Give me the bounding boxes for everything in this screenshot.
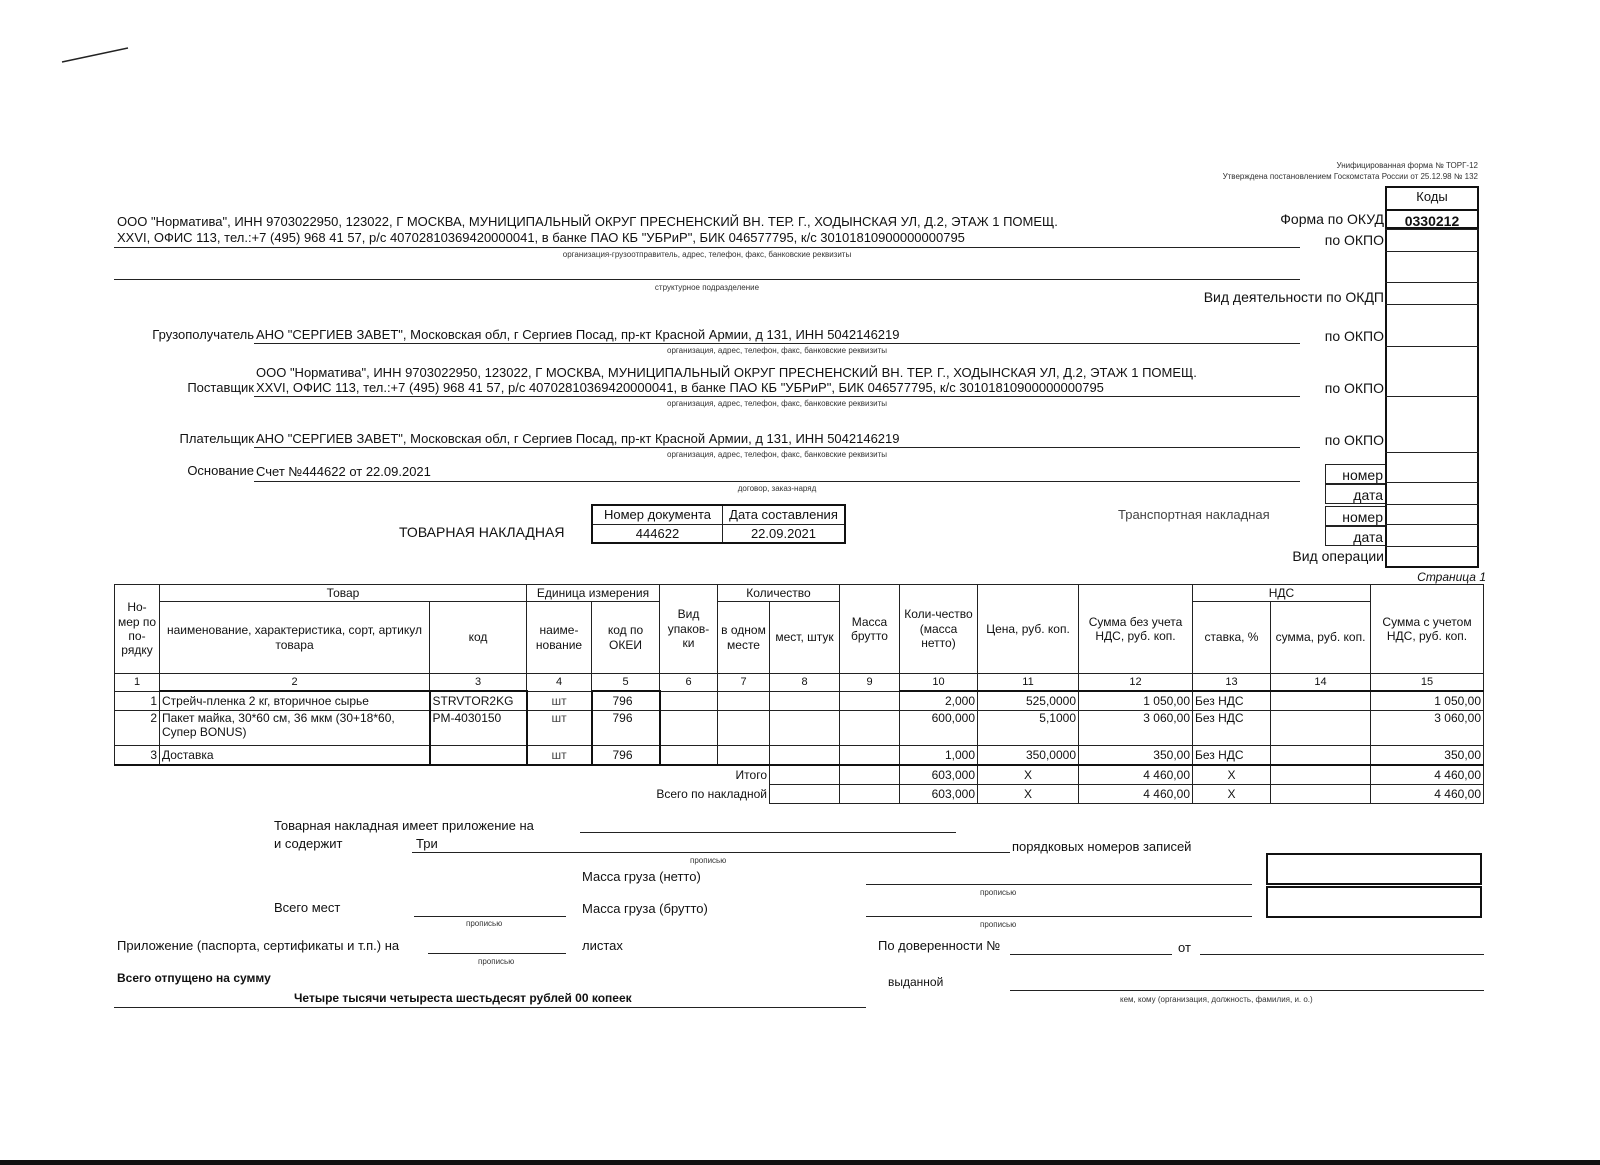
- row-places: [770, 746, 840, 766]
- row-gross: [840, 746, 900, 766]
- gross-mass-box: [1266, 886, 1482, 918]
- contains-value: Три: [416, 836, 438, 851]
- payer-value: АНО "СЕРГИЕВ ЗАВЕТ", Московская обл, г Сергиев Посад, пр-кт Красной Армии, д 131, ИНН 5042146219: [256, 431, 900, 446]
- col-num: 9: [840, 674, 900, 692]
- row-pack: [660, 711, 718, 746]
- code-cell-okdp: [1385, 282, 1479, 304]
- itogo-row: [115, 765, 1484, 785]
- col-num: 13: [1193, 674, 1271, 692]
- basis-underline: [254, 481, 1300, 482]
- row-name: Доставка: [160, 746, 430, 766]
- h-price: Цена, руб. коп.: [978, 585, 1079, 674]
- form-approval: Утверждена постановлением Госкомстата России от 25.12.98 № 132: [1222, 172, 1478, 181]
- col-num: 3: [430, 674, 527, 692]
- row-name: Стрейч-пленка 2 кг, вторичное сырье: [160, 691, 430, 711]
- col-num: 10: [900, 674, 978, 692]
- col-num: 12: [1079, 674, 1193, 692]
- row-vat-sum: [1271, 691, 1371, 711]
- col-num: 11: [978, 674, 1079, 692]
- h-tovar: Товар: [160, 585, 527, 602]
- transport-label: Транспортная накладная: [1118, 507, 1270, 522]
- doc-number-header: Номер документа: [593, 506, 723, 525]
- consignee-value: АНО "СЕРГИЕВ ЗАВЕТ", Московская обл, г Сергиев Посад, пр-кт Красной Армии, д 131, ИНН 5042146219: [256, 327, 900, 342]
- pen-mark: [58, 42, 132, 66]
- itogo-rate: X: [1193, 765, 1271, 785]
- okud-label: Форма по ОКУД: [1280, 211, 1384, 227]
- goods-table: [114, 584, 1484, 804]
- attachment-label: Товарная накладная имеет приложение на: [274, 818, 534, 833]
- okpo-label-payer: по ОКПО: [1324, 432, 1384, 448]
- row-num: 3: [115, 746, 160, 766]
- supplier-underline: [254, 396, 1300, 397]
- okud-value: 0330212: [1385, 209, 1479, 229]
- okpo-label-shipper: по ОКПО: [1324, 232, 1384, 248]
- code-cell-operation: [1385, 546, 1479, 568]
- payer-label: Плательщик: [179, 431, 254, 446]
- col-num: 4: [527, 674, 592, 692]
- row-total: 1 050,00: [1371, 691, 1484, 711]
- h-vat: НДС: [1193, 585, 1371, 602]
- vsego-sum: 4 460,00: [1079, 785, 1193, 804]
- h-name: наименование, характеристика, сорт, артикул товара: [160, 602, 430, 674]
- h-one-place: в одном месте: [718, 602, 770, 674]
- row-unit: шт: [527, 711, 592, 746]
- form-name: Унифицированная форма № ТОРГ-12: [1336, 161, 1478, 170]
- itogo-price: X: [978, 765, 1079, 785]
- table-row: [115, 711, 1484, 746]
- itogo-places: [770, 765, 840, 785]
- places-label: Всего мест: [274, 900, 341, 915]
- basis-label: Основание: [187, 463, 254, 478]
- h-code: код: [430, 602, 527, 674]
- row-unit: шт: [527, 691, 592, 711]
- code-cell-nomer2: [1385, 504, 1479, 524]
- row-sum: 3 060,00: [1079, 711, 1193, 746]
- contains-hint: прописью: [690, 856, 727, 865]
- itogo-gross: [840, 765, 900, 785]
- supplier-line2: XXVI, ОФИС 113, тел.:+7 (495) 968 41 57, р/с 40702810369420000041, в банке ПАО КБ "УБРиР", БИК 046577795, к/с 30101810900000000795: [256, 380, 1104, 395]
- col-num: 6: [660, 674, 718, 692]
- doc-date: 22.09.2021: [750, 526, 817, 541]
- row-vat-sum: [1271, 711, 1371, 746]
- col-num: 8: [770, 674, 840, 692]
- h-qty: Количество: [718, 585, 840, 602]
- code-cell-nomer1: [1385, 452, 1479, 482]
- h-gross: Масса брутто: [840, 585, 900, 674]
- row-okei: 796: [592, 691, 660, 711]
- code-cell-okpo-consignee: [1385, 304, 1479, 346]
- row-num: 1: [115, 691, 160, 711]
- scan-bottom-edge: [0, 1160, 1600, 1165]
- row-one: [718, 691, 770, 711]
- payer-underline: [254, 447, 1300, 448]
- row-code: STRVTOR2KG: [430, 691, 527, 711]
- code-cell-blank: [1385, 251, 1479, 282]
- h-okei: код по ОКЕИ: [592, 602, 660, 674]
- row-price: 525,0000: [978, 691, 1079, 711]
- h-places: мест, штук: [770, 602, 840, 674]
- itogo-total: 4 460,00: [1371, 765, 1484, 785]
- col-num: 14: [1271, 674, 1371, 692]
- h-sum-no-vat: Сумма без учета НДС, руб. коп.: [1079, 585, 1193, 674]
- document-number-box: [591, 504, 846, 544]
- row-places: [770, 691, 840, 711]
- row-total: 3 060,00: [1371, 711, 1484, 746]
- h-rate: ставка, %: [1193, 602, 1271, 674]
- subdivision-hint: структурное подразделение: [654, 283, 760, 292]
- row-rate: Без НДС: [1193, 691, 1271, 711]
- data-box-1: дата: [1325, 484, 1385, 504]
- from-label: от: [1178, 940, 1191, 955]
- vsego-total: 4 460,00: [1371, 785, 1484, 804]
- row-num: 2: [115, 711, 160, 746]
- payer-hint: организация, адрес, телефон, факс, банковские реквизиты: [667, 450, 887, 459]
- row-okei: 796: [592, 711, 660, 746]
- subdivision-underline: [114, 279, 1300, 280]
- nomer-box-1: номер: [1325, 464, 1385, 484]
- row-one: [718, 711, 770, 746]
- net-mass-box: [1266, 853, 1482, 885]
- row-unit: шт: [527, 746, 592, 766]
- vsego-label: Всего по накладной: [115, 785, 770, 804]
- vsego-gross: [840, 785, 900, 804]
- h-vat-sum: сумма, руб. коп.: [1271, 602, 1371, 674]
- h-pack: Вид упаков-ки: [660, 585, 718, 674]
- consignee-underline: [254, 343, 1300, 344]
- sheets-label: листах: [582, 938, 623, 953]
- row-places: [770, 711, 840, 746]
- issued-line: [1010, 990, 1484, 991]
- itogo-vat-sum: [1271, 765, 1371, 785]
- itogo-qty: 603,000: [900, 765, 978, 785]
- row-rate: Без НДС: [1193, 746, 1271, 766]
- supplier-line1: ООО "Норматива", ИНН 9703022950, 123022, Г МОСКВА, МУНИЦИПАЛЬНЫЙ ОКРУГ ПРЕСНЕНСКИЙ ВН. ТЕР. Г., ХОДЫНСКАЯ УЛ, Д.2, ЭТАЖ 1 ПОМЕЩ.: [256, 365, 1197, 380]
- row-okei: 796: [592, 746, 660, 766]
- document-title: ТОВАРНАЯ НАКЛАДНАЯ: [399, 524, 565, 540]
- row-rate: Без НДС: [1193, 711, 1271, 746]
- col-num: 15: [1371, 674, 1484, 692]
- net-label: Масса груза (нетто): [582, 869, 701, 884]
- attachment-line: [580, 832, 956, 833]
- shipper-line1: ООО "Норматива", ИНН 9703022950, 123022, Г МОСКВА, МУНИЦИПАЛЬНЫЙ ОКРУГ ПРЕСНЕНСКИЙ ВН. ТЕР. Г., ХОДЫНСКАЯ УЛ, Д.2, ЭТАЖ 1 ПОМЕЩ.: [117, 214, 1058, 229]
- row-sum: 1 050,00: [1079, 691, 1193, 711]
- contains-line: [412, 852, 1010, 853]
- shipper-underline: [114, 247, 1300, 248]
- vsego-row: [115, 785, 1484, 804]
- issued-hint: кем, кому (организация, должность, фамилия, и. о.): [1120, 995, 1313, 1004]
- h-unit-name: наиме-нование: [527, 602, 592, 674]
- h-sum-vat: Сумма с учетом НДС, руб. коп.: [1371, 585, 1484, 674]
- row-price: 350,0000: [978, 746, 1079, 766]
- h-unit: Единица измерения: [527, 585, 660, 602]
- row-gross: [840, 711, 900, 746]
- code-cell-okpo: [1385, 229, 1479, 251]
- row-qty: 1,000: [900, 746, 978, 766]
- okpo-label-supplier: по ОКПО: [1324, 380, 1384, 396]
- h-net: Коли-чество (масса нетто): [900, 585, 978, 674]
- itogo-sum: 4 460,00: [1079, 765, 1193, 785]
- row-qty: 2,000: [900, 691, 978, 711]
- gross-line: [866, 916, 1252, 917]
- released-label: Всего отпущено на сумму: [117, 971, 271, 985]
- basis-value: Счет №444622 от 22.09.2021: [256, 464, 431, 479]
- row-gross: [840, 691, 900, 711]
- gross-hint: прописью: [980, 920, 1017, 929]
- row-code: [430, 746, 527, 766]
- code-cell-okpo-payer: [1385, 396, 1479, 452]
- row-vat-sum: [1271, 746, 1371, 766]
- table-row: [115, 746, 1484, 766]
- supplier-hint: организация, адрес, телефон, факс, банковские реквизиты: [667, 399, 887, 408]
- row-total: 350,00: [1371, 746, 1484, 766]
- shipper-line2: XXVI, ОФИС 113, тел.:+7 (495) 968 41 57, р/с 40702810369420000041, в банке ПАО КБ "УБРиР", БИК 046577795, к/с 30101810900000000795: [117, 230, 965, 245]
- okpo-label-consignee: по ОКПО: [1324, 328, 1384, 344]
- row-pack: [660, 691, 718, 711]
- issued-label: выданной: [888, 975, 944, 989]
- places-hint: прописью: [466, 919, 503, 928]
- appendix-label: Приложение (паспорта, сертификаты и т.п.) на: [117, 938, 400, 953]
- col-num: 5: [592, 674, 660, 692]
- vsego-qty: 603,000: [900, 785, 978, 804]
- row-pack: [660, 746, 718, 766]
- okdp-label: Вид деятельности по ОКДП: [1203, 289, 1384, 305]
- itogo-label: Итого: [115, 765, 770, 785]
- page-number: Страница 1: [1417, 570, 1486, 584]
- net-line: [866, 884, 1252, 885]
- data-box-2: дата: [1325, 526, 1385, 546]
- contains-label: и содержит: [274, 836, 343, 851]
- appendix-hint: прописью: [478, 957, 515, 966]
- nomer-box-2: номер: [1325, 506, 1385, 526]
- vsego-price: X: [978, 785, 1079, 804]
- col-num: 2: [160, 674, 430, 692]
- from-line: [1200, 954, 1484, 955]
- row-sum: 350,00: [1079, 746, 1193, 766]
- col-num: 7: [718, 674, 770, 692]
- row-qty: 600,000: [900, 711, 978, 746]
- code-cell-data1: [1385, 482, 1479, 504]
- doc-date-header: Дата составления: [723, 506, 844, 525]
- basis-hint: договор, заказ-наряд: [737, 484, 817, 493]
- released-line: [114, 1007, 866, 1008]
- consignee-hint: организация, адрес, телефон, факс, банковские реквизиты: [667, 346, 887, 355]
- poa-label: По доверенности №: [878, 938, 1001, 953]
- vsego-rate: X: [1193, 785, 1271, 804]
- row-price: 5,1000: [978, 711, 1079, 746]
- gross-label: Масса груза (брутто): [582, 901, 708, 916]
- h-num: Но-мер по по-рядку: [115, 585, 160, 674]
- codes-header: Коды: [1416, 189, 1448, 204]
- net-hint: прописью: [980, 888, 1017, 897]
- released-value: Четыре тысячи четыреста шестьдесят рублей 00 копеек: [294, 991, 632, 1005]
- doc-number: 444622: [593, 525, 723, 542]
- shipper-hint: организация-грузоотправитель, адрес, телефон, факс, банковские реквизиты: [562, 250, 852, 259]
- table-row: [115, 691, 1484, 711]
- row-one: [718, 746, 770, 766]
- col-num: 1: [115, 674, 160, 692]
- supplier-label: Поставщик: [187, 380, 254, 395]
- consignee-label: Грузополучатель: [152, 327, 254, 342]
- row-code: PM-4030150: [430, 711, 527, 746]
- poa-line: [1010, 954, 1172, 955]
- vsego-vat-sum: [1271, 785, 1371, 804]
- records-label: порядковых номеров записей: [1012, 839, 1192, 854]
- operation-label: Вид операции: [1292, 548, 1384, 564]
- vsego-places: [770, 785, 840, 804]
- appendix-line: [428, 953, 566, 954]
- places-line: [414, 916, 566, 917]
- row-name: Пакет майка, 30*60 см, 36 мкм (30+18*60, Супер BONUS): [160, 711, 430, 746]
- code-cell-okpo-supplier: [1385, 346, 1479, 396]
- code-cell-data2: [1385, 524, 1479, 546]
